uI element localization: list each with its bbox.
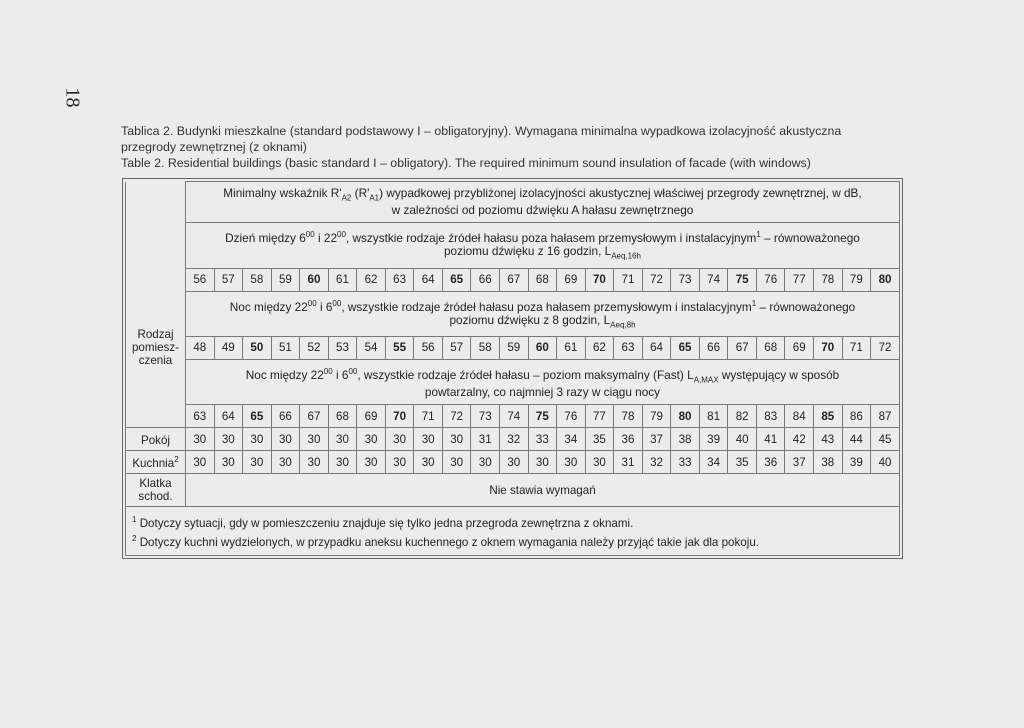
pokoj-value-cell: 38 [671,428,700,451]
night-level-cell: 61 [557,336,586,359]
caption-pl-line1: Tablica 2. Budynki mieszkalne (standard podstawowy I – obligatoryjny). Wymagana minimalna wypadkowa izolacyjność akustyczna [121,124,842,138]
kuchnia-value-cell: 31 [614,451,643,474]
day-level-cell: 59 [271,268,300,291]
day-level-cell: 69 [557,268,586,291]
pokoj-value-cell: 32 [500,428,529,451]
night-level-cell: 67 [728,336,757,359]
night-max-level-cell: 78 [614,405,643,428]
page-number: 18 [61,87,84,108]
night-level-cell: 54 [357,336,386,359]
pokoj-value-cell: 45 [871,428,900,451]
day-level-cell: 70 [585,268,614,291]
night-max-header: Noc między $22^{00}$ i $6^{00}$, wszystkie rodzaje źródeł hałasu – poziom maksymalny (Fast) $L_{A,MAX}$ występujący w sposób powtarzalny, co najmniej 3 razy w ciągu nocy [186,359,900,404]
night-level-cell: 72 [871,336,900,359]
day-level-cell: 63 [385,268,414,291]
night-max-level-cell: 80 [671,405,700,428]
caption-pl-line2: przegrody zewnętrznej (z oknami) [121,140,307,154]
pokoj-value-cell: 36 [614,428,643,451]
pokoj-value-cell: 35 [585,428,614,451]
day-level-cell: 79 [842,268,871,291]
night-level-cell: 51 [271,336,300,359]
pokoj-value-cell: 33 [528,428,557,451]
night-max-level-cell: 67 [300,405,329,428]
kuchnia-value-cell: 30 [214,451,243,474]
night-level-cell: 53 [328,336,357,359]
night-level-cell: 58 [471,336,500,359]
day-level-cell: 67 [500,268,529,291]
kuchnia-value-cell: 30 [414,451,443,474]
night-max-level-cell: 73 [471,405,500,428]
night-max-level-cell: 75 [528,405,557,428]
kuchnia-value-cell: 33 [671,451,700,474]
day-level-cell: 76 [756,268,785,291]
kuchnia-value-cell: 30 [271,451,300,474]
day-level-cell: 74 [699,268,728,291]
night-level-cell: 60 [528,336,557,359]
day-level-cell: 75 [728,268,757,291]
kuchnia-value-cell: 40 [871,451,900,474]
kuchnia-value-cell: 30 [328,451,357,474]
caption-en-line: Table 2. Residential buildings (basic standard I – obligatory). The required minimum sound insulation of facade (with windows) [121,156,811,170]
night-max-level-cell: 77 [585,405,614,428]
night-level-cell: 55 [385,336,414,359]
pokoj-value-cell: 43 [814,428,843,451]
footnote-2: $^2$ Dotyczy kuchni wydzielonych, w przypadku aneksu kuchennego z oknem wymagania należy przyjąć takie jak dla pokoju. [132,534,759,549]
pokoj-value-cell: 44 [842,428,871,451]
kuchnia-value-cell: 30 [557,451,586,474]
night-level-cell: 68 [756,336,785,359]
night-level-cell: 49 [214,336,243,359]
night-max-level-cell: 79 [642,405,671,428]
night-level-cell: 64 [642,336,671,359]
kuchnia-value-cell: 30 [243,451,272,474]
night-level-cell: 50 [243,336,272,359]
night-level-cell: 71 [842,336,871,359]
night-level-cell: 56 [414,336,443,359]
night-max-level-cell: 81 [699,405,728,428]
day-level-cell: 62 [357,268,386,291]
night-level-cell: 62 [585,336,614,359]
kuchnia-value-cell: 30 [528,451,557,474]
day-level-cell: 61 [328,268,357,291]
day-level-cell: 73 [671,268,700,291]
night-max-level-cell: 87 [871,405,900,428]
footnote-1: $^1$ Dotyczy sytuacji, gdy w pomieszczeniu znajduje się tylko jedna przegroda zewnętrzna z oknami. [132,515,634,531]
room-type-header: Rodzaj pomiesz- czenia [126,268,186,428]
night-max-level-cell: 83 [756,405,785,428]
night-level-cell: 65 [671,336,700,359]
kuchnia-value-cell: 36 [756,451,785,474]
pokoj-value-cell: 30 [271,428,300,451]
night-max-level-cell: 86 [842,405,871,428]
pokoj-value-cell: 34 [557,428,586,451]
pokoj-value-cell: 42 [785,428,814,451]
night-level-cell: 59 [500,336,529,359]
pokoj-value-cell: 30 [357,428,386,451]
night-max-level-cell: 84 [785,405,814,428]
day-level-cell: 60 [300,268,329,291]
pokoj-value-cell: 30 [414,428,443,451]
table-caption [121,123,921,171]
stairs-no-requirement: Nie stawia wymagań [186,474,900,507]
night-level-cell: 70 [814,336,843,359]
night-max-level-cell: 76 [557,405,586,428]
night-max-level-cell: 70 [385,405,414,428]
kuchnia-value-cell: 30 [500,451,529,474]
day-level-cell: 57 [214,268,243,291]
night-max-level-cell: 71 [414,405,443,428]
pokoj-value-cell: 30 [214,428,243,451]
requirements-table [125,181,900,556]
room-label-pokoj: Pokój [126,428,186,451]
day-level-cell: 58 [243,268,272,291]
night-max-level-cell: 65 [243,405,272,428]
kuchnia-value-cell: 30 [385,451,414,474]
night-max-level-cell: 66 [271,405,300,428]
night-level-cell: 63 [614,336,643,359]
pokoj-value-cell: 30 [442,428,471,451]
day-level-cell: 77 [785,268,814,291]
day-level-cell: 80 [871,268,900,291]
night-max-level-cell: 72 [442,405,471,428]
day-level-cell: 66 [471,268,500,291]
pokoj-value-cell: 30 [328,428,357,451]
night-level-cell: 48 [186,336,215,359]
pokoj-value-cell: 39 [699,428,728,451]
kuchnia-value-cell: 30 [300,451,329,474]
night-max-level-cell: 74 [500,405,529,428]
kuchnia-value-cell: 38 [814,451,843,474]
kuchnia-value-cell: 35 [728,451,757,474]
night-header: Noc między $22^{00}$ i $6^{00}$, wszystkie rodzaje źródeł hałasu poza hałasem przemysłowym i instalacyjnym$^1$ – równoważonego poziomu dźwięku z 8 godzin, $L_{Aeq,8h}$ [186,291,900,336]
night-max-level-cell: 69 [357,405,386,428]
pokoj-value-cell: 37 [642,428,671,451]
kuchnia-value-cell: 30 [442,451,471,474]
pokoj-value-cell: 30 [385,428,414,451]
day-level-cell: 78 [814,268,843,291]
day-level-cell: 65 [442,268,471,291]
night-max-level-cell: 68 [328,405,357,428]
pokoj-value-cell: 30 [186,428,215,451]
kuchnia-value-cell: 39 [842,451,871,474]
pokoj-value-cell: 31 [471,428,500,451]
kuchnia-value-cell: 37 [785,451,814,474]
night-level-cell: 57 [442,336,471,359]
day-header: Dzień między $6^{00}$ i $22^{00}$, wszystkie rodzaje źródeł hałasu poza hałasem przemysłowym i instalacyjnym$^1$ – równoważonego poziomu dźwięku z 16 godzin, $L_{Aeq,16h}$ [186,223,900,268]
room-label-kuchnia: Kuchnia$^2$ [126,451,186,474]
requirements-table-frame [122,178,903,559]
pokoj-value-cell: 30 [243,428,272,451]
day-level-cell: 56 [186,268,215,291]
footnotes [126,507,900,556]
kuchnia-value-cell: 30 [471,451,500,474]
room-label-stairs: Klatka schod. [126,474,186,507]
night-max-level-cell: 63 [186,405,215,428]
kuchnia-value-cell: 30 [585,451,614,474]
pokoj-value-cell: 40 [728,428,757,451]
night-max-level-cell: 85 [814,405,843,428]
day-level-cell: 72 [642,268,671,291]
day-level-cell: 68 [528,268,557,291]
main-header: Minimalny wskaźnik $R'_{A2}$ $(R'_{A1})$ wypadkowej przybliżonej izolacyjności akustycznej właściwej przegrody zewnętrznej, w dB, w zależności od poziomu dźwięku A hałasu zewnętrznego [186,182,900,223]
night-max-level-cell: 64 [214,405,243,428]
kuchnia-value-cell: 32 [642,451,671,474]
day-level-cell: 71 [614,268,643,291]
pokoj-value-cell: 30 [300,428,329,451]
kuchnia-value-cell: 30 [186,451,215,474]
kuchnia-value-cell: 34 [699,451,728,474]
night-max-level-cell: 82 [728,405,757,428]
night-level-cell: 52 [300,336,329,359]
night-level-cell: 66 [699,336,728,359]
day-level-cell: 64 [414,268,443,291]
night-level-cell: 69 [785,336,814,359]
pokoj-value-cell: 41 [756,428,785,451]
kuchnia-value-cell: 30 [357,451,386,474]
